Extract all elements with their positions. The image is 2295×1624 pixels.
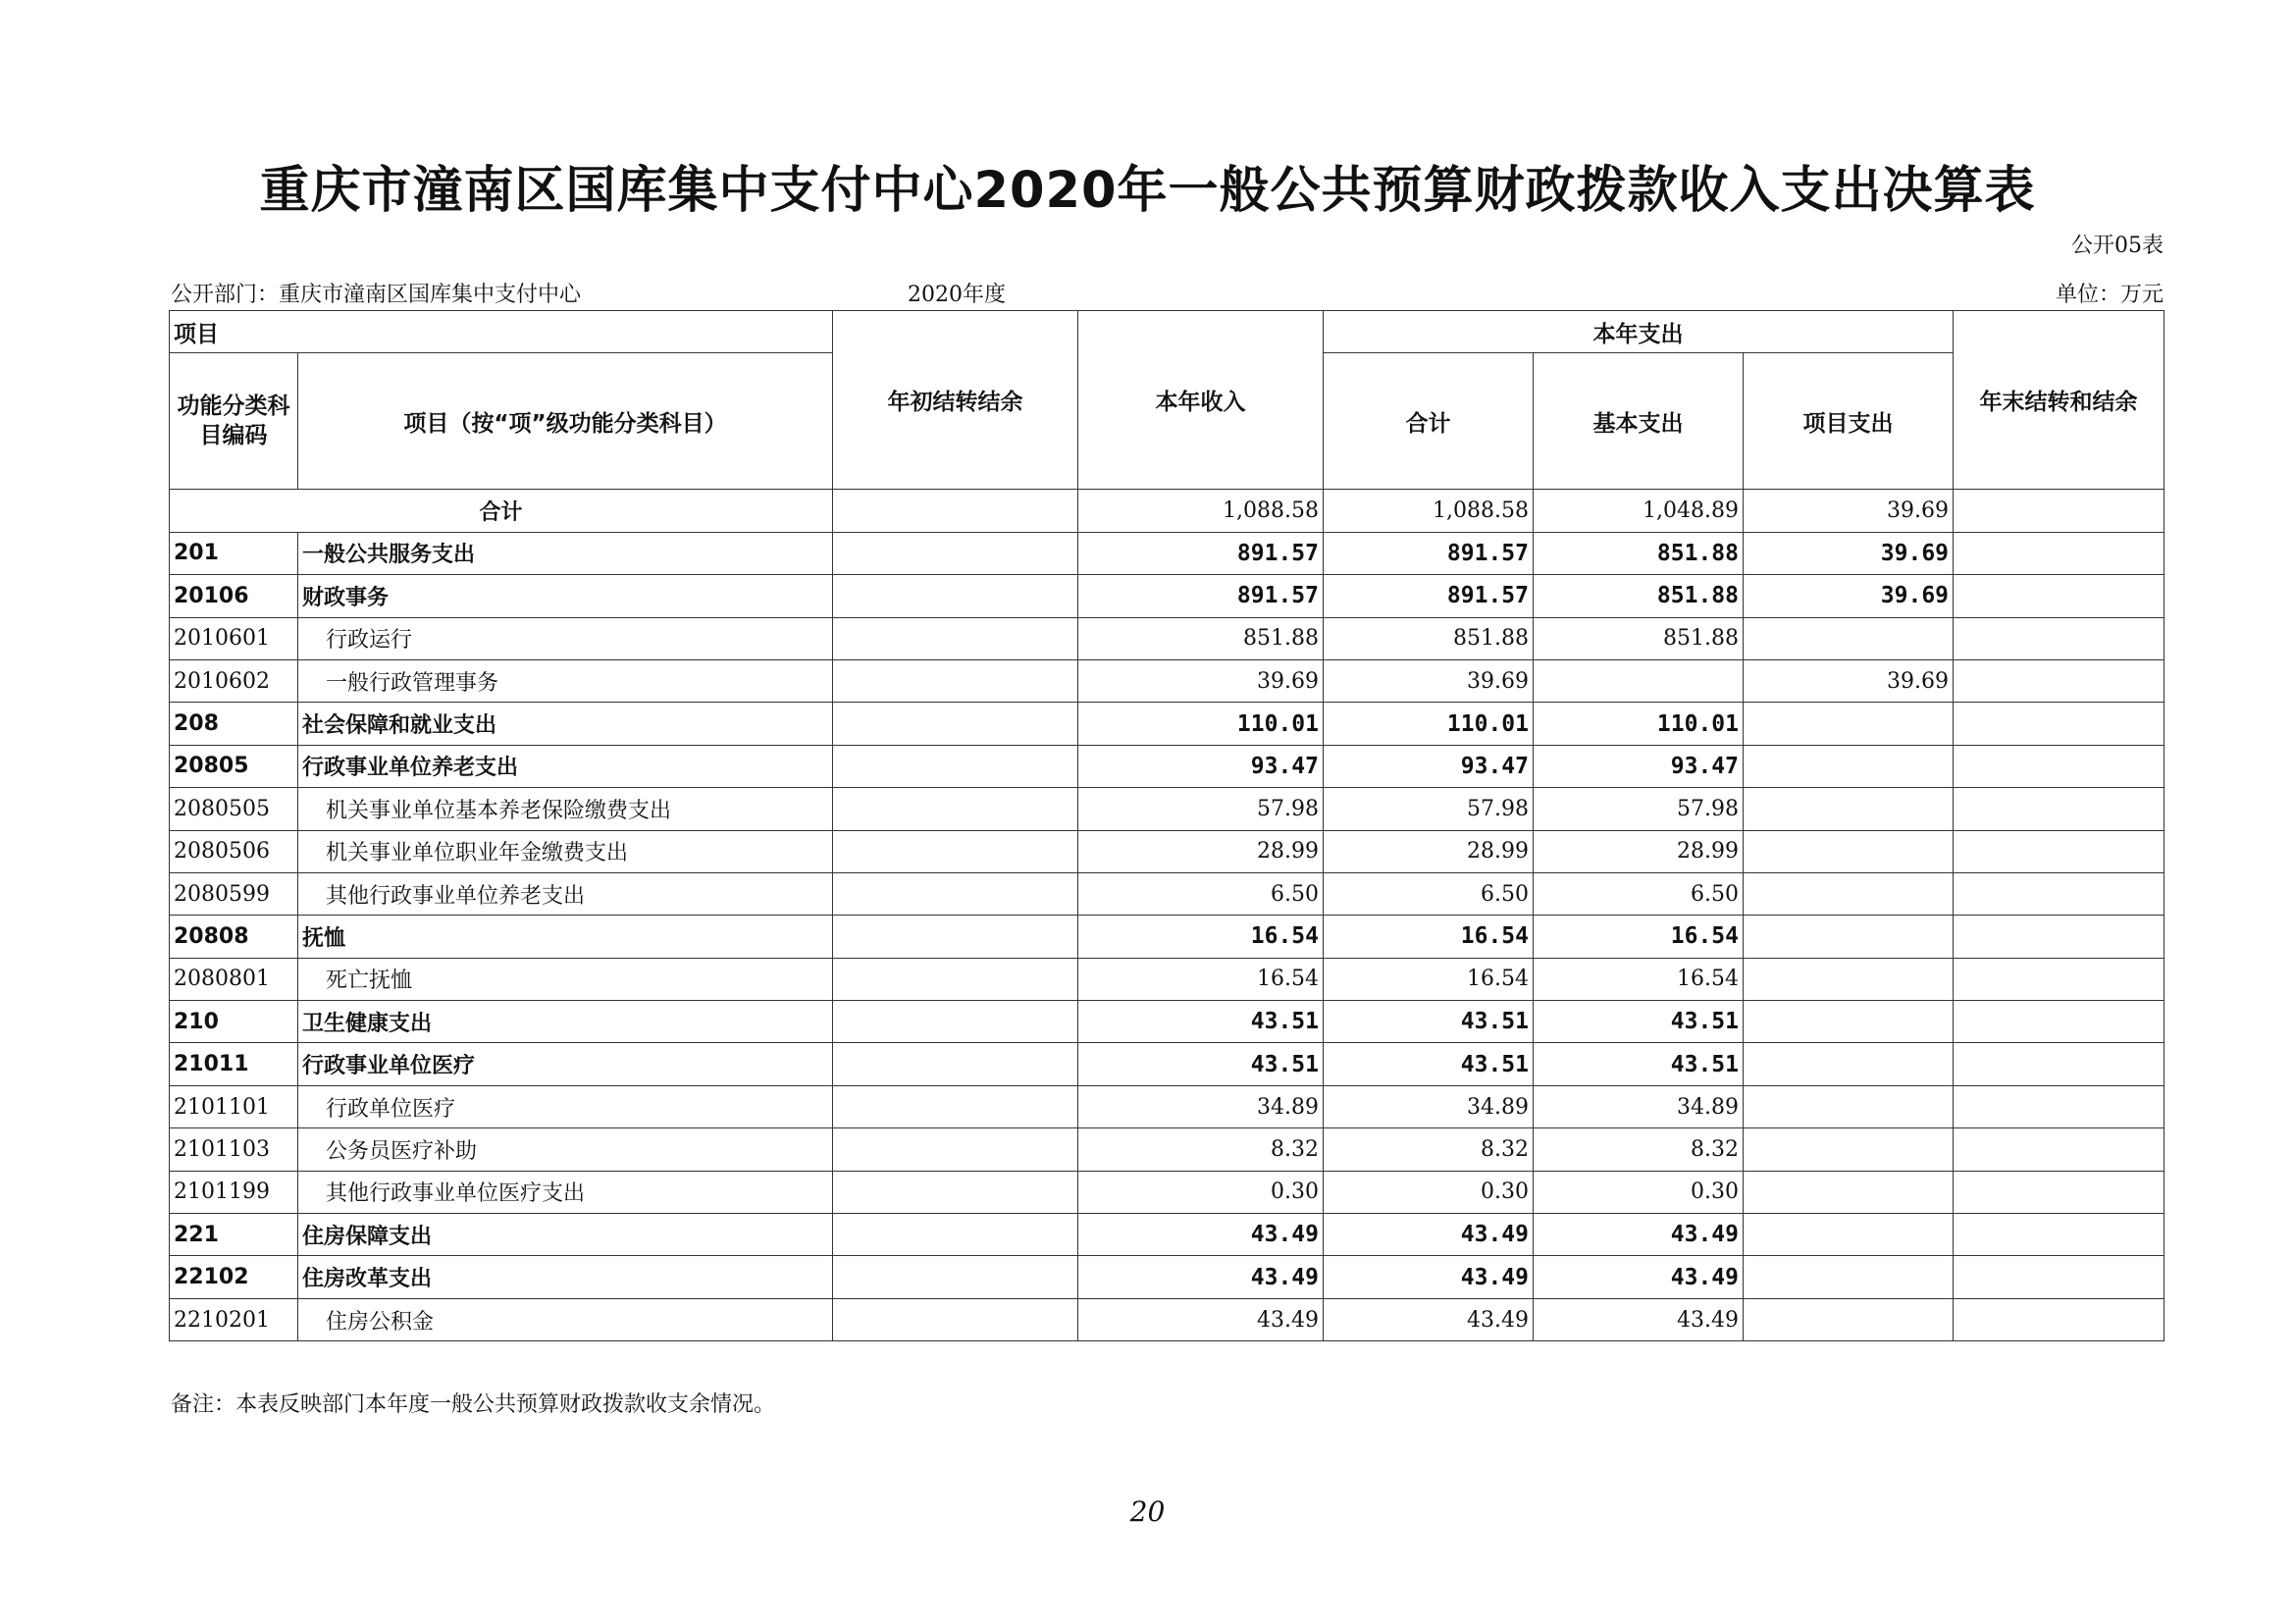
table-row: [170, 1171, 2165, 1213]
row-opening: [833, 575, 1078, 617]
row-closing: [1954, 532, 2165, 574]
row-exp-total: 8.32: [1324, 1128, 1534, 1171]
row-exp-total: 16.54: [1324, 958, 1534, 1000]
row-exp-project: [1744, 1001, 1954, 1043]
row-closing: [1954, 703, 2165, 745]
row-name: 行政运行: [298, 617, 833, 659]
row-exp-total: 43.51: [1324, 1001, 1534, 1043]
header-opening-balance: 年初结转结余: [833, 311, 1078, 490]
row-exp-project: [1744, 1256, 1954, 1298]
row-exp-project: [1744, 617, 1954, 659]
table-row: [170, 1001, 2165, 1043]
row-name: 行政事业单位养老支出: [298, 745, 833, 787]
row-exp-total: 39.69: [1324, 659, 1534, 702]
table-row: [170, 958, 2165, 1000]
row-closing: [1954, 1001, 2165, 1043]
form-number: 公开05表: [2071, 234, 2164, 258]
row-exp-basic: 28.99: [1534, 830, 1744, 872]
row-closing: [1954, 958, 2165, 1000]
row-name: 其他行政事业单位医疗支出: [298, 1171, 833, 1213]
row-exp-total: 43.51: [1324, 1043, 1534, 1085]
row-code: 22102: [170, 1256, 298, 1298]
table-row: [170, 575, 2165, 617]
footnote: 备注：本表反映部门本年度一般公共预算财政拨款收支余情况。: [171, 1392, 776, 1417]
row-code: 2010602: [170, 659, 298, 702]
row-exp-project: [1744, 1171, 1954, 1213]
row-closing: [1954, 1128, 2165, 1171]
row-income: 93.47: [1078, 745, 1324, 787]
table-row: [170, 788, 2165, 830]
row-code: 2101101: [170, 1085, 298, 1127]
table-row: [170, 916, 2165, 958]
row-exp-total: 43.49: [1324, 1214, 1534, 1256]
table-row: [170, 532, 2165, 574]
row-closing: [1954, 617, 2165, 659]
row-code: 2080599: [170, 872, 298, 915]
row-exp-project: [1744, 916, 1954, 958]
row-exp-basic: 851.88: [1534, 575, 1744, 617]
row-name: 行政事业单位医疗: [298, 1043, 833, 1085]
row-code: 2080506: [170, 830, 298, 872]
row-exp-total: 16.54: [1324, 916, 1534, 958]
fiscal-year-label: 2020年度: [908, 283, 1006, 307]
unit-label: 单位：万元: [2055, 283, 2164, 307]
row-exp-basic: 851.88: [1534, 617, 1744, 659]
table-row: [170, 1256, 2165, 1298]
row-closing: [1954, 830, 2165, 872]
row-income: 891.57: [1078, 532, 1324, 574]
row-exp-project: 39.69: [1744, 659, 1954, 702]
row-closing: [1954, 1085, 2165, 1127]
header-closing-balance: 年末结转和结余: [1954, 311, 2165, 490]
row-closing: [1954, 788, 2165, 830]
row-exp-total: 93.47: [1324, 745, 1534, 787]
row-opening: [833, 659, 1078, 702]
row-name: 一般行政管理事务: [298, 659, 833, 702]
row-income: 39.69: [1078, 659, 1324, 702]
row-exp-total: 57.98: [1324, 788, 1534, 830]
row-income: 891.57: [1078, 575, 1324, 617]
table-row: [170, 1214, 2165, 1256]
row-exp-basic: [1534, 659, 1744, 702]
row-exp-total: 43.49: [1324, 1298, 1534, 1340]
row-income: 28.99: [1078, 830, 1324, 872]
row-code: 2080505: [170, 788, 298, 830]
row-opening: [833, 1214, 1078, 1256]
row-exp-total: 851.88: [1324, 617, 1534, 659]
row-income: 34.89: [1078, 1085, 1324, 1127]
table-body: [170, 490, 2165, 1341]
table-row: [170, 872, 2165, 915]
row-income: 6.50: [1078, 872, 1324, 915]
row-exp-total: 34.89: [1324, 1085, 1534, 1127]
document-title: 重庆市潼南区国库集中支付中心2020年一般公共预算财政拨款收入支出决算表: [259, 162, 2036, 220]
row-exp-project: [1744, 788, 1954, 830]
row-name: 卫生健康支出: [298, 1001, 833, 1043]
row-name: 其他行政事业单位养老支出: [298, 872, 833, 915]
header-function-code: 功能分类科目编码: [170, 353, 298, 490]
row-exp-basic: 43.49: [1534, 1256, 1744, 1298]
row-opening: [833, 1001, 1078, 1043]
header-project-expense: 项目支出: [1744, 353, 1954, 490]
row-exp-total: 891.57: [1324, 575, 1534, 617]
row-closing: [1954, 872, 2165, 915]
row-opening: [833, 830, 1078, 872]
row-opening: [833, 1171, 1078, 1213]
row-code: 221: [170, 1214, 298, 1256]
row-closing: [1954, 1171, 2165, 1213]
header-basic-expense: 基本支出: [1534, 353, 1744, 490]
row-closing: [1954, 659, 2165, 702]
row-closing: [1954, 1256, 2165, 1298]
row-code: 210: [170, 1001, 298, 1043]
row-name: 行政单位医疗: [298, 1085, 833, 1127]
header-income: 本年收入: [1078, 311, 1324, 490]
row-exp-basic: 110.01: [1534, 703, 1744, 745]
table-row: [170, 703, 2165, 745]
row-code: 20805: [170, 745, 298, 787]
row-opening: [833, 1298, 1078, 1340]
row-name: 住房保障支出: [298, 1214, 833, 1256]
row-income: 0.30: [1078, 1171, 1324, 1213]
row-code: 2080801: [170, 958, 298, 1000]
row-code: 21011: [170, 1043, 298, 1085]
total-closing: [1954, 490, 2165, 532]
row-income: 43.51: [1078, 1001, 1324, 1043]
row-opening: [833, 617, 1078, 659]
row-closing: [1954, 745, 2165, 787]
row-exp-total: 891.57: [1324, 532, 1534, 574]
header-item-name: 项目（按“项”级功能分类科目）: [298, 353, 833, 490]
row-opening: [833, 1256, 1078, 1298]
row-income: 43.49: [1078, 1256, 1324, 1298]
row-exp-project: 39.69: [1744, 575, 1954, 617]
row-opening: [833, 1043, 1078, 1085]
row-exp-basic: 43.49: [1534, 1214, 1744, 1256]
total-exp-total: 1,088.58: [1324, 490, 1534, 532]
row-closing: [1954, 575, 2165, 617]
row-exp-total: 43.49: [1324, 1256, 1534, 1298]
table-row: [170, 1128, 2165, 1171]
row-exp-basic: 16.54: [1534, 916, 1744, 958]
row-income: 16.54: [1078, 916, 1324, 958]
row-exp-basic: 57.98: [1534, 788, 1744, 830]
row-exp-project: [1744, 1128, 1954, 1171]
table-row: [170, 830, 2165, 872]
row-opening: [833, 703, 1078, 745]
row-code: 2210201: [170, 1298, 298, 1340]
table-row: [170, 745, 2165, 787]
row-closing: [1954, 1298, 2165, 1340]
row-code: 201: [170, 532, 298, 574]
table-row: [170, 659, 2165, 702]
row-name: 一般公共服务支出: [298, 532, 833, 574]
row-exp-basic: 6.50: [1534, 872, 1744, 915]
row-code: 20106: [170, 575, 298, 617]
row-exp-project: [1744, 1043, 1954, 1085]
row-exp-basic: 0.30: [1534, 1171, 1744, 1213]
row-name: 住房公积金: [298, 1298, 833, 1340]
row-name: 死亡抚恤: [298, 958, 833, 1000]
row-exp-project: [1744, 872, 1954, 915]
row-exp-project: [1744, 745, 1954, 787]
row-income: 851.88: [1078, 617, 1324, 659]
row-opening: [833, 788, 1078, 830]
row-name: 社会保障和就业支出: [298, 703, 833, 745]
header-expense-total: 合计: [1324, 353, 1534, 490]
header-item: 项目: [170, 311, 833, 353]
budget-table: [169, 310, 2165, 1341]
row-exp-basic: 93.47: [1534, 745, 1744, 787]
row-exp-basic: 43.51: [1534, 1001, 1744, 1043]
row-opening: [833, 958, 1078, 1000]
total-opening: [833, 490, 1078, 532]
row-exp-project: [1744, 1298, 1954, 1340]
row-opening: [833, 1128, 1078, 1171]
row-name: 财政事务: [298, 575, 833, 617]
row-exp-project: [1744, 958, 1954, 1000]
row-income: 57.98: [1078, 788, 1324, 830]
row-exp-project: [1744, 1214, 1954, 1256]
row-name: 公务员医疗补助: [298, 1128, 833, 1171]
row-code: 2101199: [170, 1171, 298, 1213]
row-income: 43.49: [1078, 1214, 1324, 1256]
row-opening: [833, 872, 1078, 915]
row-code: 2010601: [170, 617, 298, 659]
row-exp-basic: 16.54: [1534, 958, 1744, 1000]
row-income: 43.51: [1078, 1043, 1324, 1085]
department-label: 公开部门：重庆市潼南区国库集中支付中心: [171, 283, 582, 307]
row-exp-basic: 43.51: [1534, 1043, 1744, 1085]
row-exp-basic: 851.88: [1534, 532, 1744, 574]
table-row: [170, 1043, 2165, 1085]
page-number: 20: [1129, 1495, 1166, 1528]
row-income: 16.54: [1078, 958, 1324, 1000]
row-income: 43.49: [1078, 1298, 1324, 1340]
total-row: [170, 490, 2165, 532]
row-code: 2101103: [170, 1128, 298, 1171]
row-name: 抚恤: [298, 916, 833, 958]
row-exp-project: [1744, 1085, 1954, 1127]
row-exp-project: [1744, 703, 1954, 745]
row-code: 208: [170, 703, 298, 745]
row-exp-basic: 43.49: [1534, 1298, 1744, 1340]
row-name: 机关事业单位职业年金缴费支出: [298, 830, 833, 872]
total-label: 合计: [170, 490, 833, 532]
row-income: 110.01: [1078, 703, 1324, 745]
table-row: [170, 1085, 2165, 1127]
row-exp-total: 28.99: [1324, 830, 1534, 872]
row-exp-basic: 8.32: [1534, 1128, 1744, 1171]
total-exp-basic: 1,048.89: [1534, 490, 1744, 532]
row-exp-project: 39.69: [1744, 532, 1954, 574]
row-closing: [1954, 1043, 2165, 1085]
row-closing: [1954, 1214, 2165, 1256]
row-exp-project: [1744, 830, 1954, 872]
row-name: 住房改革支出: [298, 1256, 833, 1298]
total-income: 1,088.58: [1078, 490, 1324, 532]
row-closing: [1954, 916, 2165, 958]
table-row: [170, 1298, 2165, 1340]
total-exp-project: 39.69: [1744, 490, 1954, 532]
row-opening: [833, 916, 1078, 958]
row-code: 20808: [170, 916, 298, 958]
row-exp-basic: 34.89: [1534, 1085, 1744, 1127]
row-opening: [833, 1085, 1078, 1127]
row-exp-total: 6.50: [1324, 872, 1534, 915]
row-opening: [833, 532, 1078, 574]
row-exp-total: 110.01: [1324, 703, 1534, 745]
row-income: 8.32: [1078, 1128, 1324, 1171]
table-row: [170, 617, 2165, 659]
row-exp-total: 0.30: [1324, 1171, 1534, 1213]
row-opening: [833, 745, 1078, 787]
row-name: 机关事业单位基本养老保险缴费支出: [298, 788, 833, 830]
header-expense-group: 本年支出: [1324, 311, 1954, 353]
